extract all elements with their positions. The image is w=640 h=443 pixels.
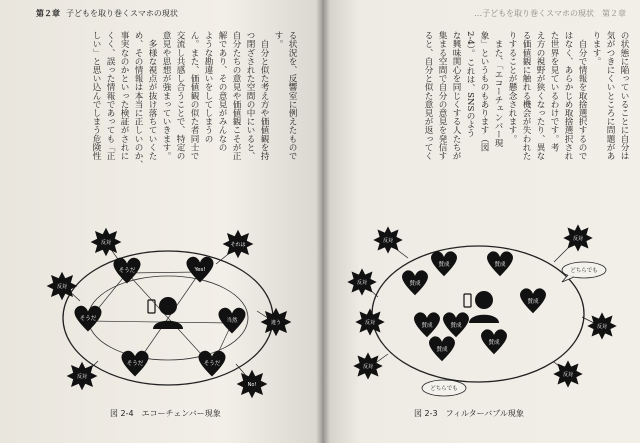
- running-head-right: …子どもを取り巻くスマホの現状 第２章: [474, 9, 626, 18]
- text-column: りすることが懸念されます。: [507, 31, 517, 143]
- text-column: ん。また、価値観の似た者同士で: [189, 31, 199, 160]
- burst-label: 反対: [364, 320, 376, 326]
- filter-bubble-figure: [340, 222, 628, 402]
- text-column: くく、誤った情報であっても「正: [105, 31, 115, 160]
- text-column: はなく、あらかじめ取捨選択され: [563, 31, 573, 160]
- text-column: ります。: [591, 31, 601, 66]
- figure-caption: [414, 408, 524, 419]
- burst-label: 反対: [362, 364, 374, 370]
- chapter-number: 第２章: [36, 9, 60, 18]
- person-icon: [464, 291, 499, 323]
- right-page: [322, 0, 640, 443]
- heart-label: 賛成: [421, 323, 433, 329]
- text-column: 2-4）。これは、SNSのよう: [465, 31, 475, 138]
- text-column: 多様な視点が抜け落ちていくた: [147, 31, 157, 160]
- speech-bubble: [422, 380, 466, 396]
- text-column: 解であり、その意見がみんなの: [217, 31, 227, 152]
- heart-label: 賛成: [438, 262, 450, 268]
- chapter-title: 子どもを取り巻くスマホの現状: [66, 9, 178, 18]
- heart-label: Yes!: [194, 267, 206, 273]
- text-column: 自分たちの意見や価値観こそが正: [231, 31, 241, 160]
- text-column: 意見や思想が強まっていきます。: [161, 31, 171, 160]
- burst-label: 反対: [76, 374, 88, 380]
- text-column: の状態に陥っていることに自分は: [619, 31, 629, 160]
- text-column: た世界を見ているわけです。考: [549, 31, 559, 152]
- heart-label: 賛成: [488, 340, 500, 346]
- burst-label: 反対: [356, 280, 368, 286]
- text-column: ると、自分と似た意見が返ってく: [423, 31, 433, 160]
- burst-label: 反対: [562, 372, 574, 378]
- figure-number: 図 2-4: [110, 409, 134, 418]
- book-gutter-shadow: [316, 0, 330, 443]
- figure-caption: [110, 408, 221, 419]
- bubble-label: どちらでも: [430, 386, 458, 392]
- text-column: な興味関心を同じくする人たちが: [451, 31, 461, 160]
- heart-label: 当然: [226, 318, 238, 324]
- text-column: す。: [273, 31, 283, 49]
- text-column: 象」というものもあります（図: [479, 31, 489, 152]
- figure-title: エコーチェンバー現象: [141, 409, 221, 418]
- figure-title: フィルターバブル現象: [445, 409, 524, 418]
- text-column: る価値観に触れる機会が失われた: [521, 31, 531, 160]
- figure-number: 図 2-3: [414, 409, 438, 418]
- text-column: 集まる空間で自分の意見を発信す: [437, 31, 447, 160]
- burst-label: 反対: [382, 238, 394, 244]
- text-column: しい」と思い込んでしまう危険性: [91, 31, 101, 160]
- burst-label: 反対: [572, 236, 584, 242]
- text-column: る状況を、反響室に例えたもので: [287, 31, 297, 160]
- bubble-label: どちらでも: [570, 268, 598, 274]
- text-column: 気がつきにくいところに問題があ: [605, 31, 615, 160]
- burst-label: 反対: [100, 240, 112, 246]
- filter-bubble-outline: [372, 246, 584, 382]
- burst-label: No!: [247, 382, 257, 388]
- heart-label: そうだ: [203, 361, 221, 367]
- heart-label: 賛成: [450, 323, 462, 329]
- text-column: 事実なのかといった検証がされに: [119, 31, 129, 160]
- burst-label: 違う: [270, 320, 282, 326]
- heart-label: そうだ: [79, 316, 97, 322]
- burst-label: 反対: [596, 324, 608, 330]
- heart-label: そうだ: [126, 361, 144, 367]
- text-column: 交流し共感し合うことで、特定の: [175, 31, 185, 160]
- text-column: え方の視野が狭くなったり、異な: [535, 31, 545, 160]
- heart-label: 賛成: [527, 299, 539, 305]
- heart-label: 賛成: [409, 281, 421, 287]
- text-column: ような勘違いをしてしまうの: [203, 31, 213, 143]
- burst-label: それは: [230, 242, 246, 248]
- text-column: つ閉ざされた空間の中にいると、: [245, 31, 255, 160]
- heart-label: 賛成: [494, 262, 506, 268]
- heart-label: 賛成: [436, 347, 448, 353]
- text-column: め、その情報は本当に正しいのか、: [133, 31, 143, 169]
- text-column: 自分と似た考え方や価値観を持: [259, 31, 269, 160]
- heart-label: そうだ: [118, 268, 136, 274]
- text-column: また、「エコーチェンバー現: [493, 31, 503, 148]
- echo-chamber-figure: [40, 226, 312, 402]
- running-head-left: [36, 8, 178, 19]
- speech-bubble: [562, 262, 606, 282]
- text-column: 自分で情報を取捨選択するので: [577, 31, 587, 160]
- burst-label: 反対: [56, 284, 68, 290]
